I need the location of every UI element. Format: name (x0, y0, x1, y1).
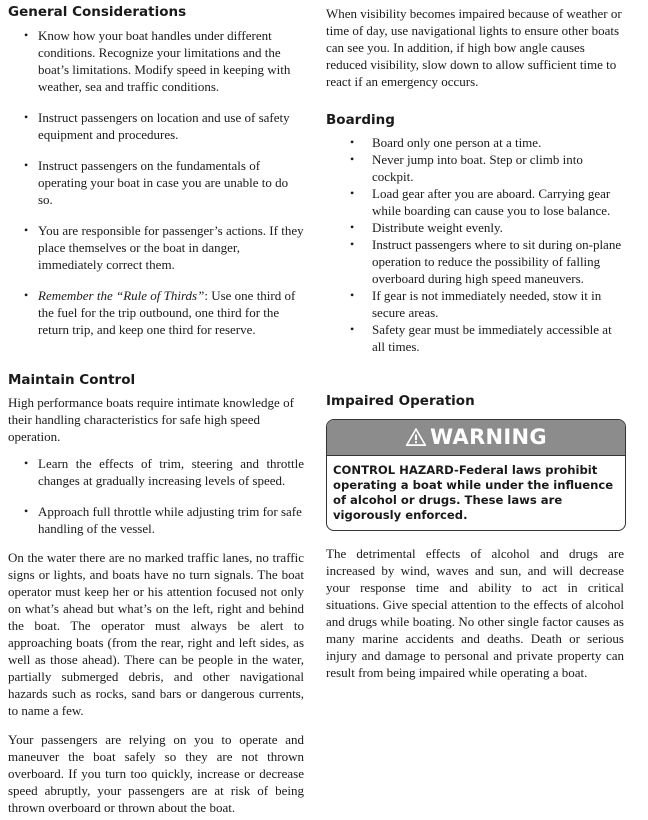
maintain-control-list (8, 455, 304, 537)
right-column (326, 0, 624, 681)
maintain-control-heading: Maintain Control (8, 372, 136, 389)
warning-triangle-icon (405, 427, 427, 447)
list-item: • You are responsible for passenger’s actions. If they place themselves or the boat in danger, immediately correct them. (8, 222, 304, 273)
warning-label: WARNING (430, 425, 547, 450)
boarding-heading: Boarding (326, 112, 395, 128)
list-item: • If gear is not immediately needed, stow it in secure areas. (326, 287, 624, 321)
rule-of-thirds-item (8, 287, 304, 338)
boarding-list (326, 134, 624, 355)
warning-box (326, 419, 626, 531)
list-item: • Distribute weight evenly. (326, 219, 624, 236)
warning-header (327, 420, 625, 456)
list-item: • Load gear after you are aboard. Carrying gear while boarding can cause you to lose balance. (326, 185, 624, 219)
list-item: • Never jump into boat. Step or climb into cockpit. (326, 151, 624, 185)
impairment-paragraph: The detrimental effects of alcohol and drugs are increased by wind, waves and sun, and will decrease your response time and ability to act in critical situations. Give special attention to the effects of alcohol and drugs while boating. No other single factor causes as many marine accidents and deaths. Death or serious injury and damage to personal and private property can result from being impaired while operating a boat. (326, 546, 624, 681)
list-item: • Instruct passengers on the fundamentals of operating your boat in case you are unable to do so. (8, 157, 304, 208)
left-column (8, 0, 304, 816)
general-considerations-list (8, 27, 304, 338)
list-item: • Instruct passengers where to sit during on-plane operation to reduce the possibility of falling overboard during high speed maneuvers. (326, 236, 624, 287)
list-item: • Instruct passengers on location and use of safety equipment and procedures. (8, 109, 304, 143)
list-item: • Know how your boat handles under different conditions. Recognize your limitations and the boat’s limitations. Modify speed in keeping with weather, sea and traffic conditions. (8, 27, 304, 95)
maintain-control-intro: High performance boats require intimate knowledge of their handling characteristics for safe high speed operation. (8, 395, 294, 445)
list-item: • Learn the effects of trim, steering and throttle changes at gradually increasing levels of speed. (8, 455, 304, 489)
warning-text: CONTROL HAZARD-Federal laws prohibit operating a boat while under the influence of alcohol or drugs. These laws are vigorously enforced. (333, 463, 614, 523)
traffic-paragraph: On the water there are no marked traffic lanes, no traffic signs or lights, and boats have no turn signals. The boat operator must keep her or his attention focused not only on what’s ahead but what’s on the left, right and behind the boat. The operator must always be alert to approaching boats (from the rear, right and left sides, as well as those ahead). There can be people in the water, partially submerged debris, and other navigational hazards such as rocks, sand bars or dangerous currents, to name a few. (8, 550, 304, 719)
rule-of-thirds-text: : Use one third of the fuel for the trip outbound, one third for the return trip, and keep one third for reserve. (38, 288, 296, 338)
passengers-paragraph: Your passengers are relying on you to operate and maneuver the boat safely so they are not thrown overboard. If you turn too quickly, increase or decrease speed abruptly, your passengers are at risk of being thrown overboard or thrown about the boat. (8, 732, 304, 816)
rule-of-thirds-emphasis: Remember the “Rule of Thirds” (38, 288, 205, 304)
visibility-paragraph: When visibility becomes impaired because of weather or time of day, use navigational lights to ensure other boats can see you. In addition, if high bow angle causes reduced visibility, slow down to allow sufficient time to react if an emergency occurs. (326, 6, 622, 89)
general-considerations-heading: General Considerations (8, 4, 187, 20)
impaired-operation-heading: Impaired Operation (326, 393, 475, 410)
list-item: • Approach full throttle while adjusting trim for safe handling of the vessel. (8, 503, 304, 537)
list-item: • Board only one person at a time. (326, 134, 624, 151)
list-item: • Safety gear must be immediately accessible at all times. (326, 321, 624, 355)
